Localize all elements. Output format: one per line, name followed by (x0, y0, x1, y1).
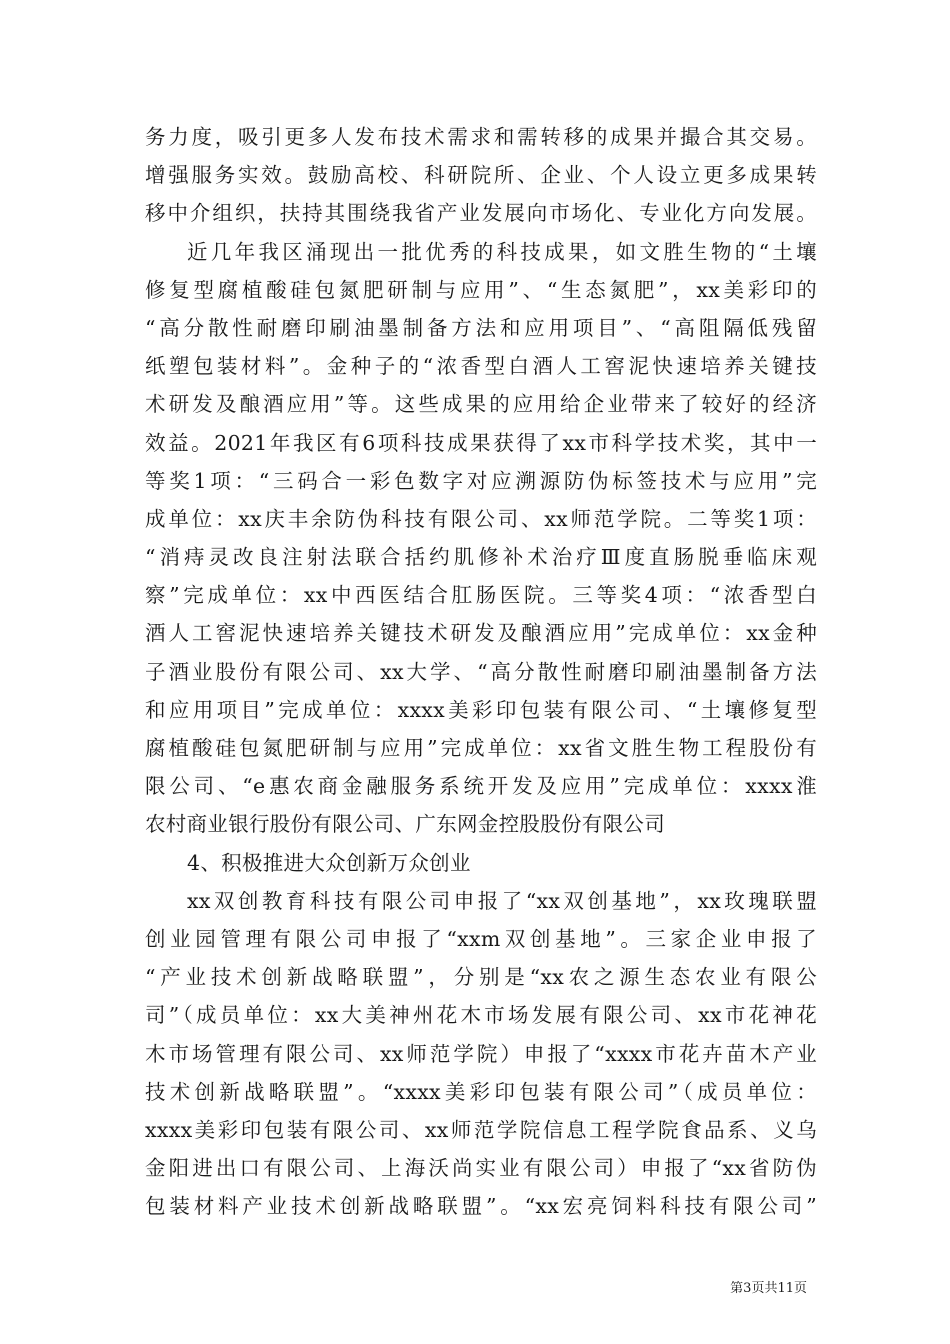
text-line: 纸塑包装材料”。金种子的“浓香型白酒人工窖泥快速培养关键技 (145, 354, 817, 379)
text-line: 效益。2021年我区有6项科技成果获得了xx市科学技术奖，其中一 (145, 430, 817, 455)
text-line: 酒人工窖泥快速培养关键技术研发及酿酒应用”完成单位：xx金种 (145, 621, 817, 646)
text-line: 司”（成员单位：xx大美神州花木市场发展有限公司、xx市花神花 (145, 1003, 817, 1028)
text-line: “高分散性耐磨印刷油墨制备方法和应用项目”、“高阻隔低残留 (145, 315, 817, 340)
text-line: 木市场管理有限公司、xx师范学院）申报了“xxxx市花卉苗木产业 (145, 1041, 817, 1066)
document-body (145, 118, 817, 1225)
text-line: xxxx美彩印包装有限公司、xx师范学院信息工程学院食品系、义乌 (145, 1117, 817, 1142)
text-line: 包装材料产业技术创新战略联盟”。“xx宏亮饲料科技有限公司” (145, 1194, 817, 1219)
paragraph-first-line: 近几年我区涌现出一批优秀的科技成果，如文胜生物的“土壤 (187, 239, 817, 264)
text-line: “产业技术创新战略联盟”，分别是“xx农之源生态农业有限公 (145, 965, 817, 990)
text-line: 子酒业股份有限公司、xx大学、“高分散性耐磨印刷油墨制备方法 (145, 659, 817, 684)
text-line: “消痔灵改良注射法联合括约肌修补术治疗Ⅲ度直肠脱垂临床观 (145, 545, 817, 570)
text-line: 察”完成单位：xx中西医结合肛肠医院。三等奖4项：“浓香型白 (145, 583, 817, 608)
page-number: 第3页共11页 (730, 1281, 807, 1296)
text-line: 和应用项目”完成单位：xxxx美彩印包装有限公司、“土壤修复型 (145, 697, 817, 722)
text-line: 增强服务实效。鼓励高校、科研院所、企业、个人设立更多成果转 (145, 163, 817, 188)
text-line: 技术创新战略联盟”。“xxxx美彩印包装有限公司”（成员单位： (145, 1079, 817, 1104)
text-line: 成单位：xx庆丰余防伪科技有限公司、xx师范学院。二等奖1项： (145, 506, 817, 531)
paragraph-first-line: xx双创教育科技有限公司申报了“xx双创基地”，xx玫瑰联盟 (187, 888, 817, 913)
text-line: 移中介组织，扶持其围绕我省产业发展向市场化、专业化方向发展。 (145, 201, 817, 226)
text-line: 创业园管理有限公司申报了“xxm双创基地”。三家企业申报了 (145, 926, 817, 951)
section-heading: 4、积极推进大众创新万众创业 (187, 850, 471, 875)
text-line: 金阳进出口有限公司、上海沃尚实业有限公司）申报了“xx省防伪 (145, 1156, 817, 1181)
text-line: 术研发及酿酒应用”等。这些成果的应用给企业带来了较好的经济 (145, 392, 817, 417)
text-line: 限公司、“e惠农商金融服务系统开发及应用”完成单位：xxxx淮 (145, 774, 817, 799)
paragraph-last-line: 农村商业银行股份有限公司、广东网金控股股份有限公司 (145, 812, 665, 837)
text-line: 务力度，吸引更多人发布技术需求和需转移的成果并撮合其交易。 (145, 125, 817, 149)
text-line: 等奖1项：“三码合一彩色数字对应溯源防伪标签技术与应用”完 (145, 468, 817, 493)
text-line: 修复型腐植酸硅包氮肥研制与应用”、“生态氮肥”，xx美彩印的 (145, 277, 817, 302)
text-line: 腐植酸硅包氮肥研制与应用”完成单位：xx省文胜生物工程股份有 (145, 736, 817, 760)
